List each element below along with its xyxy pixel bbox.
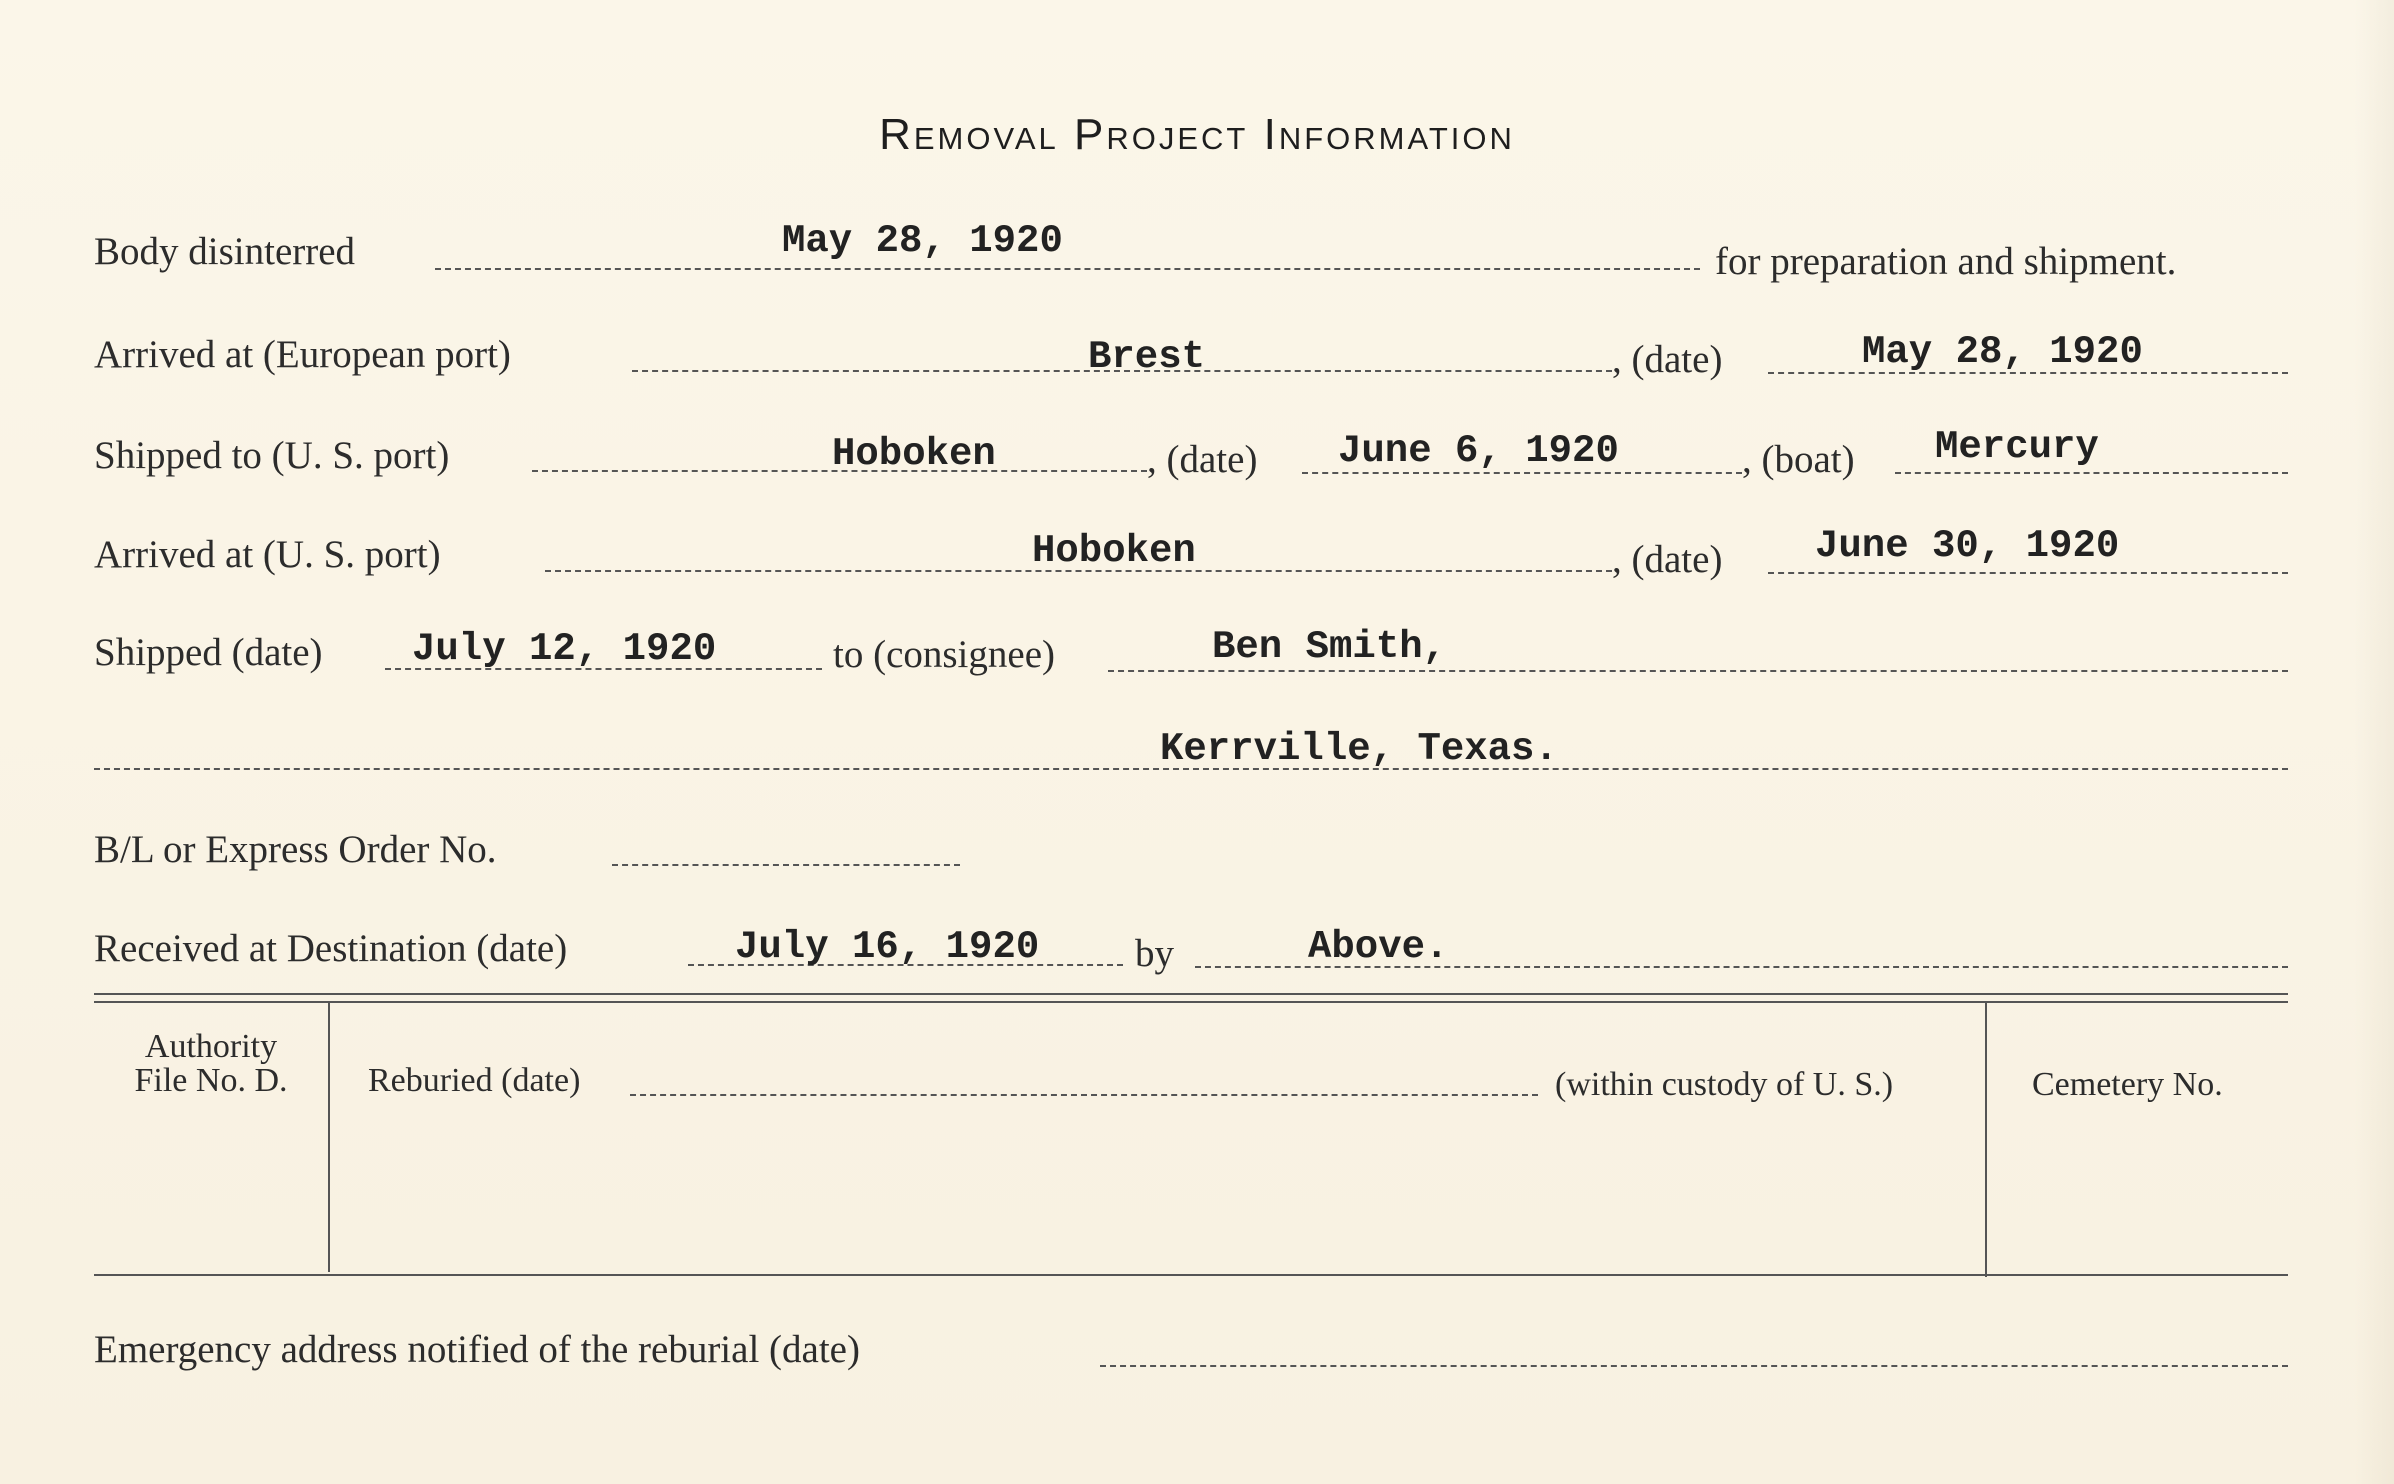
body-disinterred-line (435, 268, 1700, 270)
shipped-us-port: Hoboken (832, 432, 996, 476)
arrived-european-port: Brest (1088, 335, 1206, 379)
arrived-us-date: June 30, 1920 (1815, 524, 2120, 568)
grid-bottom-rule (94, 1274, 2288, 1276)
shipped-date-label: Shipped (date) (94, 631, 323, 674)
shipped-us-boat: Mercury (1935, 425, 2099, 469)
grid-divider-left (328, 1002, 330, 1272)
bl-label: B/L or Express Order No. (94, 828, 497, 871)
consignee-label: to (consignee) (833, 633, 1056, 676)
body-disinterred-value: May 28, 1920 (782, 219, 1063, 263)
body-disinterred-suffix: for preparation and shipment. (1715, 240, 2177, 283)
consignee-name: Ben Smith, (1212, 625, 1447, 669)
arrived-us-date-label: , (date) (1612, 538, 1723, 581)
received-date: July 16, 1920 (735, 925, 1040, 969)
received-by-label: by (1135, 932, 1174, 975)
received-label: Received at Destination (date) (94, 927, 568, 970)
received-by: Above. (1308, 925, 1449, 969)
shipped-us-date: June 6, 1920 (1338, 429, 1619, 473)
emergency-label: Emergency address notified of the reburial (date) (94, 1328, 860, 1371)
arrived-us-label: Arrived at (U. S. port) (94, 533, 441, 576)
shipped-us-label: Shipped to (U. S. port) (94, 434, 450, 477)
arrived-european-date-label: , (date) (1612, 338, 1723, 381)
grid-top-rule-2 (94, 1001, 2288, 1003)
shipped-date: July 12, 1920 (412, 627, 717, 671)
arrived-us-port: Hoboken (1032, 529, 1196, 573)
arrived-european-date: May 28, 1920 (1862, 330, 2143, 374)
card-title: Removal Project Information (879, 110, 1515, 159)
body-disinterred-label: Body disinterred (94, 230, 356, 273)
reburied-label: Reburied (date) (368, 1062, 581, 1099)
emergency-line (1100, 1365, 2288, 1367)
consignee-address: Kerrville, Texas. (1160, 727, 1558, 771)
grid-divider-right (1985, 1002, 1987, 1277)
arrived-us-date-line (1768, 572, 2288, 574)
shipped-us-boat-label: , (boat) (1742, 438, 1855, 481)
bl-line (612, 864, 960, 866)
consignee-line (1108, 670, 2288, 672)
custody-label: (within custody of U. S.) (1555, 1066, 1894, 1103)
grid-top-rule-1 (94, 993, 2288, 995)
shipped-us-date-label: , (date) (1147, 438, 1258, 481)
arrived-european-label: Arrived at (European port) (94, 333, 511, 376)
cemetery-no-label: Cemetery No. (2032, 1066, 2223, 1103)
reburied-line (630, 1094, 1538, 1096)
authority-label: Authority (144, 1028, 278, 1065)
shipped-us-boat-line (1895, 472, 2288, 474)
file-no-label: File No. D. (134, 1062, 288, 1099)
